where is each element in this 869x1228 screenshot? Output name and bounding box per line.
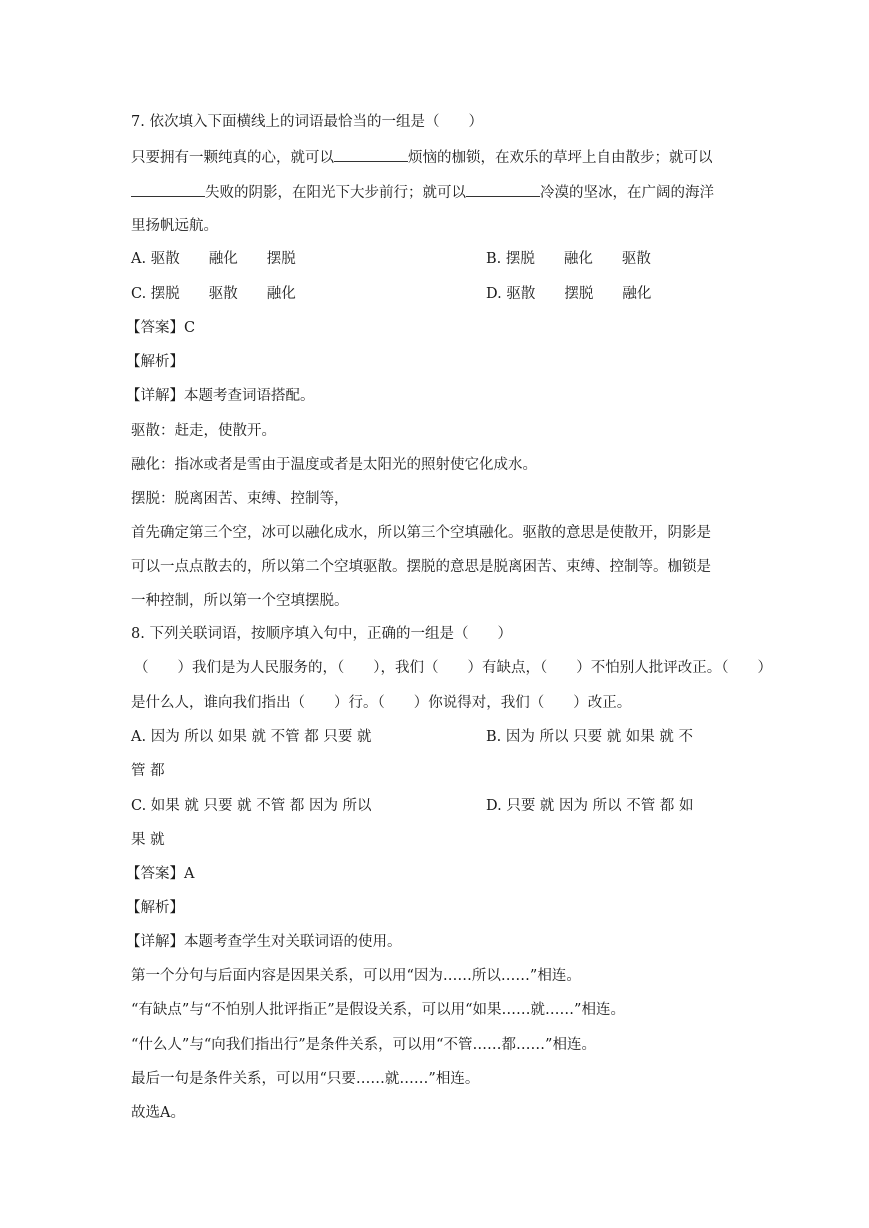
q7-detail: 【详解】本题考查词语搭配。: [126, 388, 315, 404]
q8-sentence-1: （ ）我们是为人民服务的，（ ），我们（ ）有缺点，（ ）不怕别人批评改正。（ ）: [134, 660, 772, 676]
q7-analysis-label: 【解析】: [126, 354, 184, 370]
q7-answer: 【答案】C: [126, 320, 196, 336]
q7-explain-4b: 可以一点点散去的，所以第二个空填驱散。摆脱的意思是脱离困苦、束缚、控制等。枷锁是: [131, 559, 711, 575]
q7-passage-text: 只要拥有一颗纯真的心，就可以: [131, 150, 334, 166]
q7-option-b: B. 摆脱 融化 驱散: [486, 251, 651, 267]
q7-passage-text: 失败的阴影，在阳光下大步前行；就可以: [205, 185, 466, 201]
q8-option-d-continued: 果 就: [131, 832, 165, 848]
q8-answer: 【答案】A: [126, 866, 195, 882]
q8-option-c: C. 如果 就 只要 就 不管 都 因为 所以: [131, 798, 372, 814]
q7-explain-4a: 首先确定第三个空，冰可以融化成水，所以第三个空填融化。驱散的意思是使散开，阴影是: [131, 525, 711, 541]
q7-passage-text: 冷漠的坚冰，在广阔的海洋: [540, 185, 714, 201]
q7-option-c: C. 摆脱 驱散 融化: [131, 286, 296, 302]
q8-sentence-2: 是什么人，谁向我们指出（ ）行。（ ）你说得对，我们（ ）改正。: [131, 695, 632, 711]
q7-passage-line-2: [131, 182, 751, 203]
q7-title: 7. 依次填入下面横线上的词语最恰当的一组是（ ）: [131, 114, 483, 130]
q8-explain-4: 最后一句是条件关系，可以用“只要……就……”相连。: [131, 1071, 480, 1087]
q7-blank-2: [131, 182, 205, 197]
q8-option-b-continued: 管 都: [131, 763, 165, 779]
q8-analysis-label: 【解析】: [126, 900, 184, 916]
q7-passage-line-1: [131, 147, 751, 168]
q8-explain-2: “有缺点”与“不怕别人批评指正”是假设关系，可以用“如果……就……”相连。: [131, 1002, 625, 1018]
q7-passage-line-3: 里扬帆远航。: [131, 218, 218, 234]
q7-option-a: A. 驱散 融化 摆脱: [131, 251, 296, 267]
q8-option-b: B. 因为 所以 只要 就 如果 就 不: [486, 729, 694, 745]
q8-explain-1: 第一个分句与后面内容是因果关系，可以用“因为……所以……”相连。: [131, 968, 581, 984]
q7-blank-1: [334, 147, 408, 162]
q7-explain-3: 摆脱：脱离困苦、束缚、控制等，: [131, 491, 349, 507]
q8-option-a: A. 因为 所以 如果 就 不管 都 只要 就: [131, 729, 372, 745]
q7-explain-4c: 一种控制，所以第一个空填摆脱。: [131, 593, 349, 609]
q7-passage-text: 烦恼的枷锁，在欢乐的草坪上自由散步；就可以: [408, 150, 713, 166]
q8-detail: 【详解】本题考查学生对关联词语的使用。: [126, 934, 402, 950]
q8-explain-3: “什么人”与“向我们指出行”是条件关系，可以用“不管……都……”相连。: [131, 1037, 596, 1053]
q7-blank-3: [466, 182, 540, 197]
q8-title: 8. 下列关联词语，按顺序填入句中，正确的一组是（ ）: [131, 626, 512, 642]
q7-explain-1: 驱散：赶走，使散开。: [131, 423, 276, 439]
q8-option-d: D. 只要 就 因为 所以 不管 都 如: [486, 798, 694, 814]
q7-explain-2: 融化：指冰或者是雪由于温度或者是太阳光的照射使它化成水。: [131, 457, 537, 473]
q8-conclusion: 故选A。: [131, 1105, 185, 1121]
q7-option-d: D. 驱散 摆脱 融化: [486, 286, 652, 302]
